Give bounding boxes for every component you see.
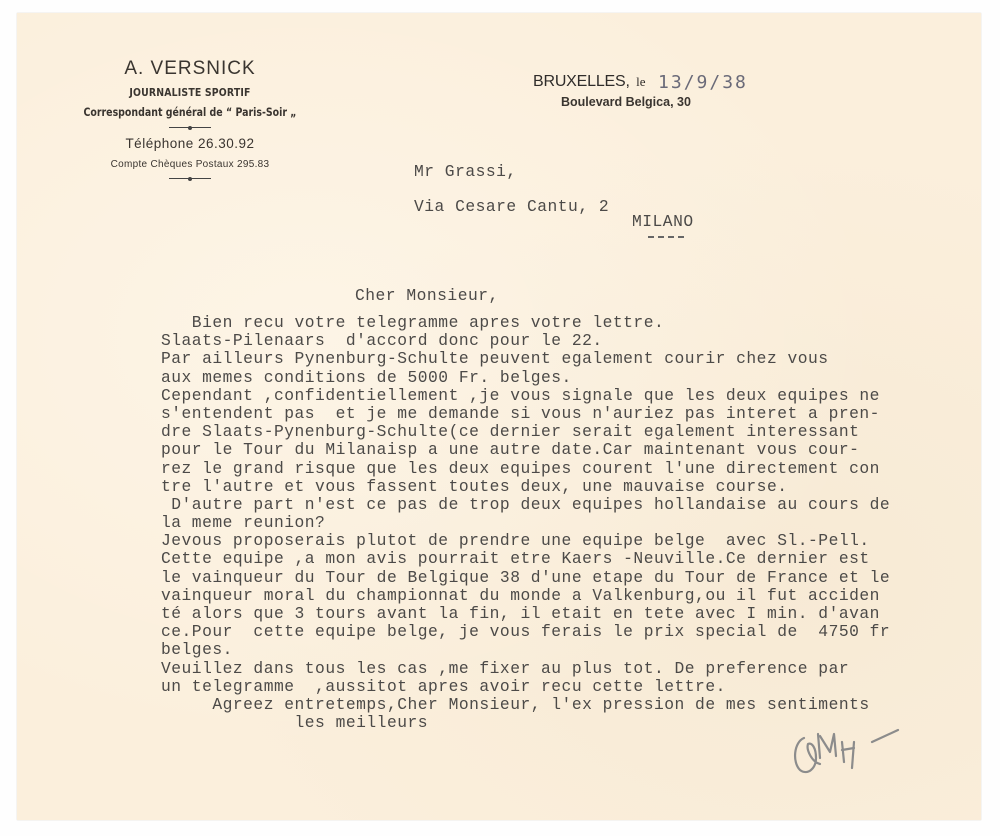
body-line: Cette equipe ,a mon avis pourrait etre Kaers -Neuville.Ce dernier est bbox=[161, 549, 870, 569]
sender-address: Boulevard Belgica, 30 bbox=[561, 95, 691, 109]
ornament-divider bbox=[169, 127, 211, 128]
ornament-divider bbox=[169, 178, 211, 179]
sender-telephone: Téléphone 26.30.92 bbox=[125, 136, 255, 151]
city-underline bbox=[648, 236, 684, 238]
body-line: ce.Pour cette equipe belge, je vous ferais le prix special de 4750 fr bbox=[161, 622, 891, 642]
pencil-annotation-icon bbox=[790, 728, 900, 788]
handwritten-date: 13/9/38 bbox=[658, 72, 748, 93]
recipient-city: MILANO bbox=[632, 212, 694, 231]
salutation: Cher Monsieur, bbox=[355, 286, 499, 305]
letterhead-place-date bbox=[533, 70, 748, 109]
body-line: belges. bbox=[161, 640, 233, 660]
letterhead-sender bbox=[40, 58, 340, 187]
body-line: D'autre part n'est ce pas de trop deux equipes hollandaise au cours de bbox=[161, 494, 891, 514]
recipient-name: Mr Grassi, bbox=[414, 162, 517, 181]
body-line: Jevous proposerais plutot de prendre une equipe belge avec Sl.-Pell. bbox=[161, 531, 870, 551]
body-line: Agreez entretemps,Cher Monsieur, l'ex pression de mes sentiments bbox=[161, 694, 870, 714]
body-line: Cependant ,confidentiellement ,je vous signale que les deux equipes ne bbox=[161, 385, 880, 405]
sender-postal-account: Compte Chèques Postaux 295.83 bbox=[110, 159, 270, 170]
body-line: aux memes conditions de 5000 Fr. belges. bbox=[161, 367, 572, 387]
body-line: les meilleurs bbox=[161, 713, 429, 733]
body-line: dre Slaats-Pynenburg-Schulte(ce dernier serait egalement interessant bbox=[161, 422, 860, 442]
body-line: Slaats-Pilenaars d'accord donc pour le 22. bbox=[161, 331, 603, 351]
body-line: pour le Tour du Milanaisp a une autre date.Car maintenant vous cour- bbox=[161, 440, 860, 460]
sender-correspondent-line: Correspondant général de “ Paris-Soir „ bbox=[83, 105, 297, 119]
body-line: vainqueur moral du championnat du monde a Valkenburg,ou il fut acciden bbox=[161, 585, 880, 605]
body-line: Bien recu votre telegramme apres votre lettre. bbox=[161, 313, 665, 332]
body-line: Par ailleurs Pynenburg-Schulte peuvent egalement courir chez vous bbox=[161, 349, 829, 369]
date-prefix: le bbox=[636, 74, 646, 89]
body-line: la meme reunion? bbox=[161, 513, 326, 533]
sender-name: A. VERSNICK bbox=[124, 58, 256, 79]
body-line: té alors que 3 tours avant la fin, il etait en tete avec I min. d'avan bbox=[161, 604, 880, 623]
body-line: tre l'autre et vous fassent toutes deux, une mauvaise course. bbox=[161, 476, 788, 496]
letter-body bbox=[161, 314, 890, 732]
body-line: rez le grand risque que les deux equipes courent l'une directement con bbox=[161, 458, 880, 478]
sender-profession: JOURNALISTE SPORTIF bbox=[129, 86, 251, 99]
body-line: un telegramme ,aussitot apres avoir recu cette lettre. bbox=[161, 676, 726, 696]
body-line: Veuillez dans tous les cas ,me fixer au plus tot. De preference par bbox=[161, 658, 850, 678]
recipient-street: Via Cesare Cantu, 2 bbox=[414, 197, 610, 216]
body-line: le vainqueur du Tour de Belgique 38 d'une etape du Tour de France et le bbox=[161, 567, 891, 587]
city: BRUXELLES, bbox=[533, 73, 630, 90]
body-line: s'entendent pas et je me demande si vous n'auriez pas interet a pren- bbox=[161, 403, 880, 423]
